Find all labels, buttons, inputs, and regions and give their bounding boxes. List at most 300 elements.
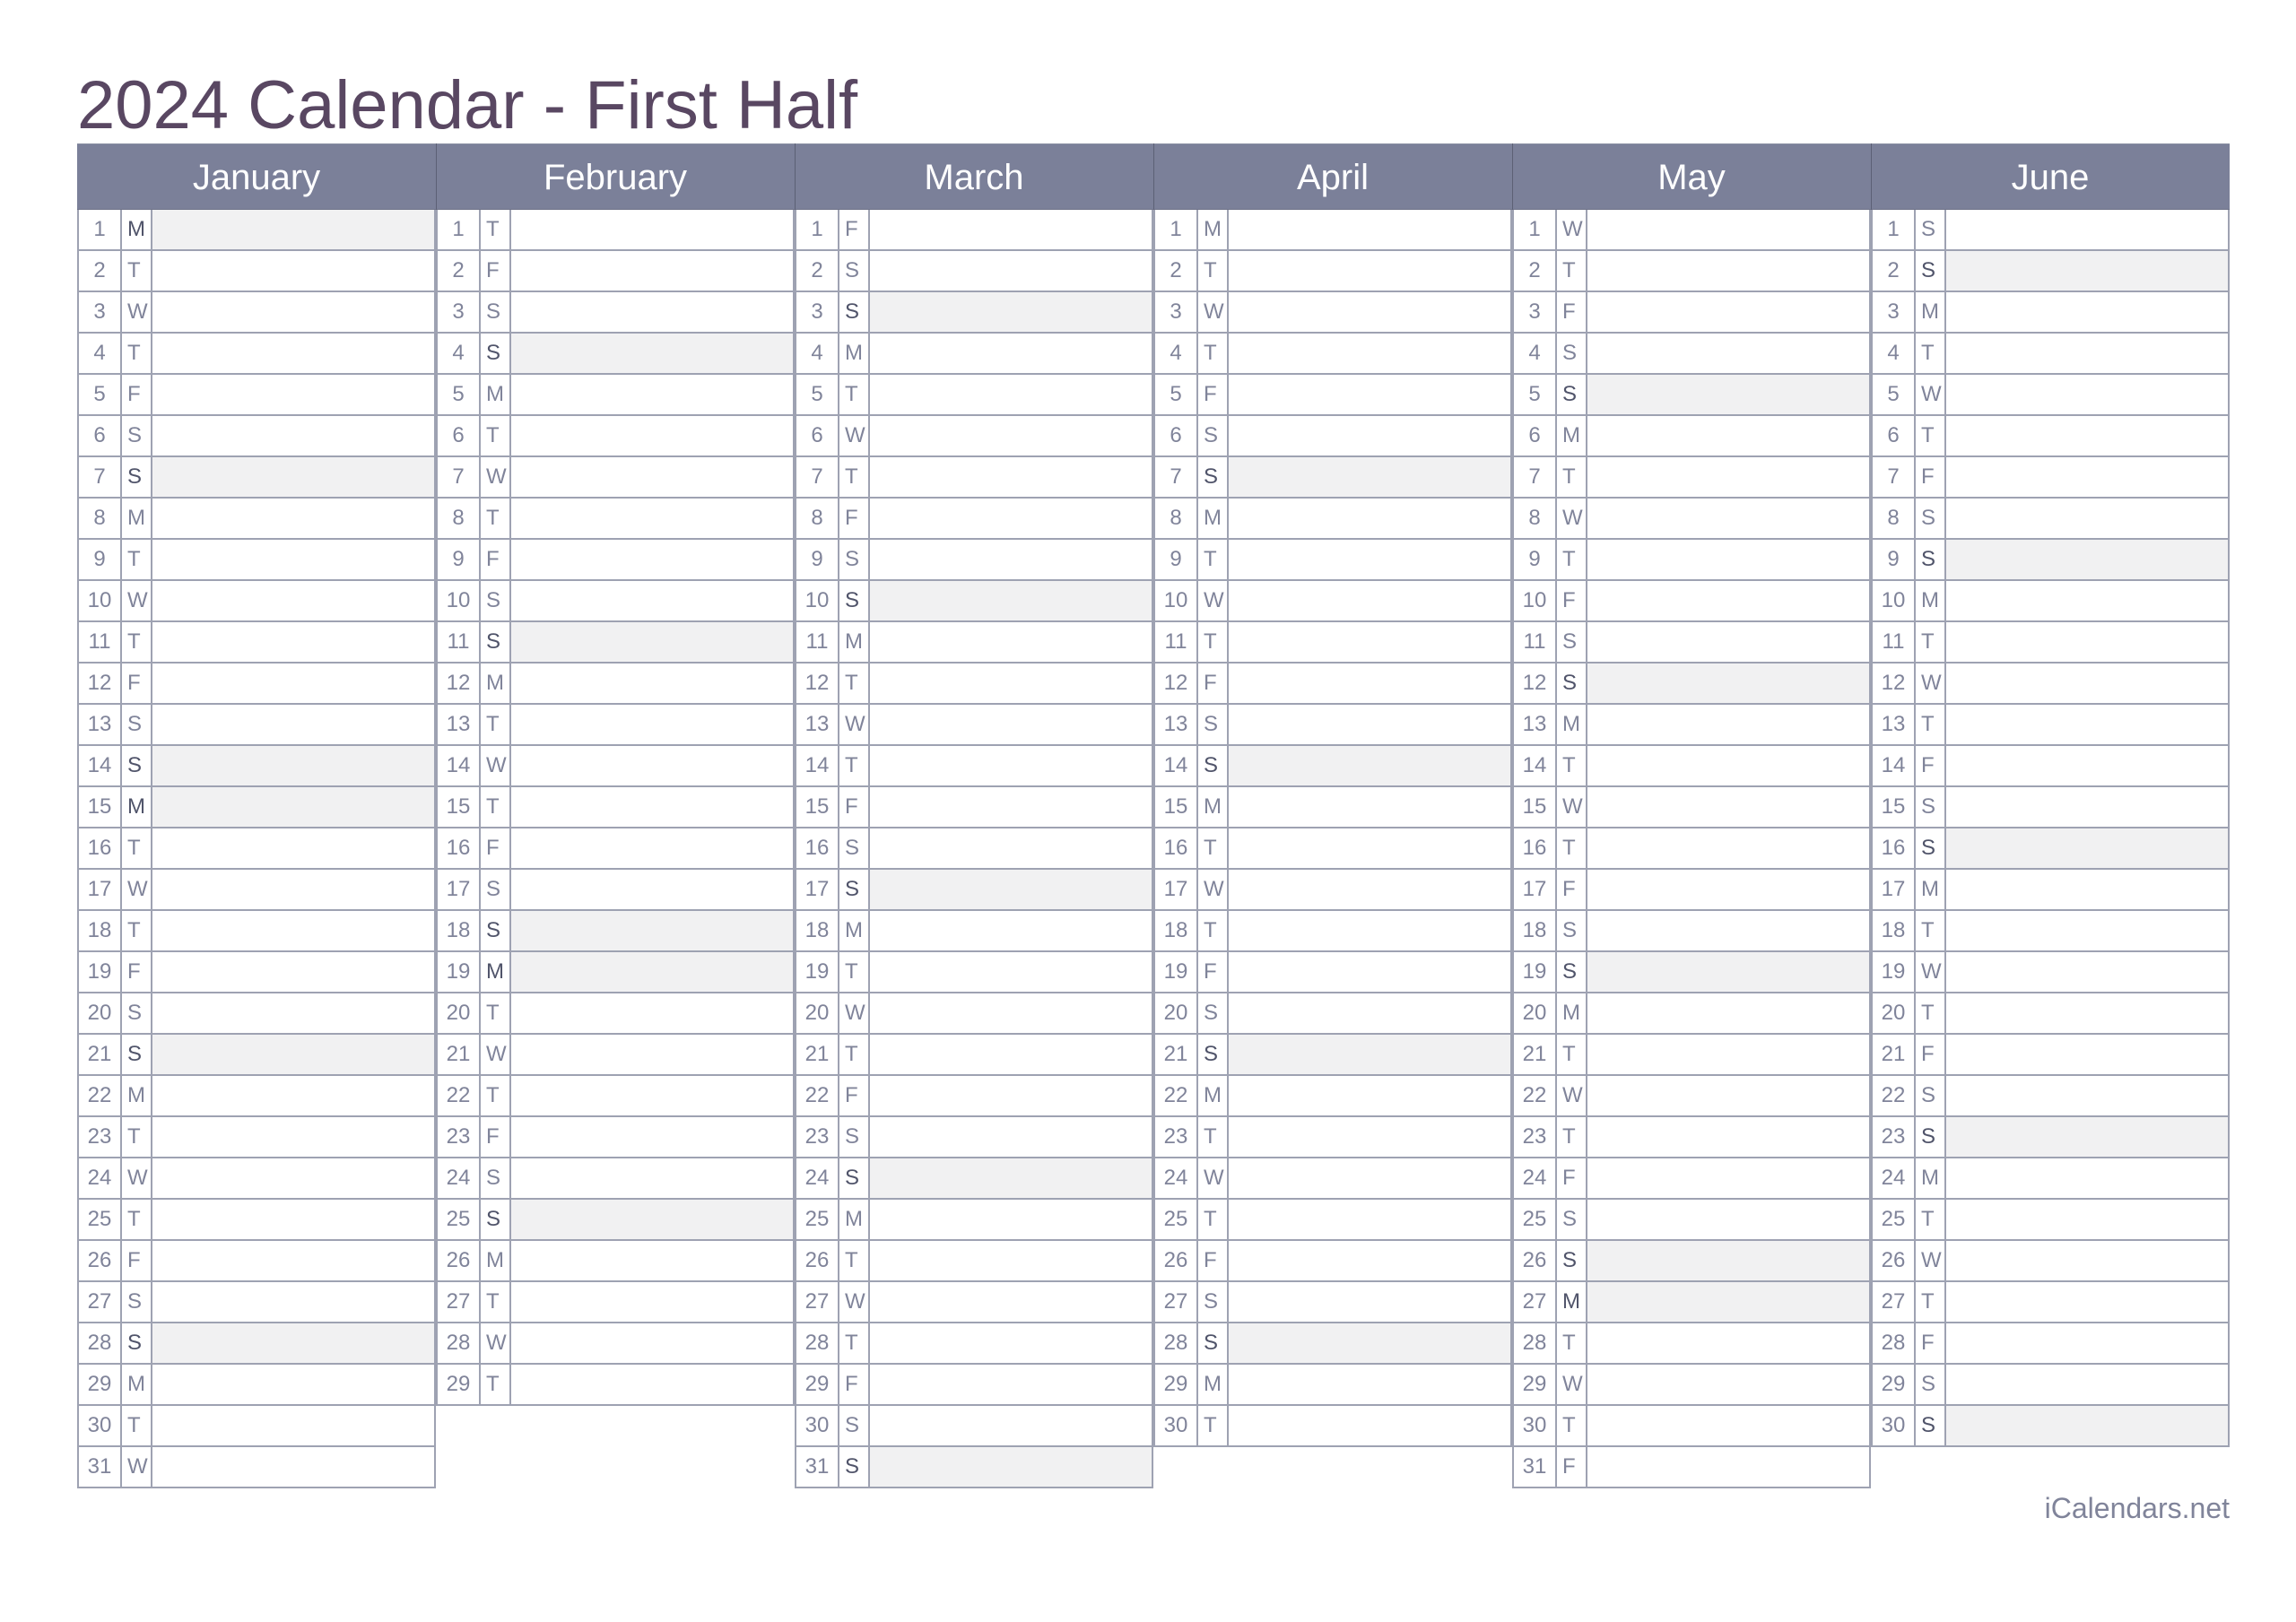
day-row (1153, 870, 1512, 911)
day-row (795, 499, 1153, 540)
day-number: 28 (796, 1323, 839, 1363)
day-note-cell (511, 622, 793, 662)
day-number: 3 (79, 292, 122, 332)
weekday-letter: T (481, 1365, 511, 1404)
day-number: 27 (796, 1282, 839, 1322)
day-number: 12 (1514, 664, 1557, 703)
day-note-cell (1946, 581, 2228, 620)
day-number: 26 (438, 1241, 481, 1280)
day-note-cell (870, 1447, 1152, 1487)
day-number: 18 (79, 911, 122, 950)
day-row (795, 1035, 1153, 1076)
day-row (1512, 705, 1871, 746)
day-number: 1 (796, 210, 839, 249)
day-number: 2 (1155, 251, 1198, 291)
day-number: 21 (438, 1035, 481, 1074)
month-column-january (77, 143, 436, 1479)
day-number: 2 (796, 251, 839, 291)
weekday-letter: S (839, 1406, 870, 1445)
day-number: 13 (79, 705, 122, 744)
day-number: 24 (438, 1158, 481, 1198)
day-number: 10 (79, 581, 122, 620)
weekday-letter: W (481, 1323, 511, 1363)
day-number: 9 (438, 540, 481, 579)
day-note-cell (1229, 622, 1510, 662)
day-row (436, 1282, 795, 1323)
day-number: 20 (796, 993, 839, 1033)
day-number: 19 (796, 952, 839, 992)
day-note-cell (1587, 664, 1869, 703)
day-number: 16 (79, 828, 122, 868)
day-number: 28 (1514, 1323, 1557, 1363)
weekday-letter: W (122, 292, 152, 332)
day-number: 7 (438, 457, 481, 497)
day-number: 23 (1514, 1117, 1557, 1157)
day-number: 13 (1873, 705, 1916, 744)
day-note-cell (152, 870, 434, 909)
day-number: 21 (79, 1035, 122, 1074)
day-row (1153, 952, 1512, 993)
day-number: 16 (1514, 828, 1557, 868)
day-number: 28 (1873, 1323, 1916, 1363)
day-number: 7 (1873, 457, 1916, 497)
weekday-letter: W (839, 416, 870, 455)
weekday-letter: W (1557, 210, 1587, 249)
day-number: 24 (1514, 1158, 1557, 1198)
day-row (1512, 334, 1871, 375)
weekday-letter: F (839, 1365, 870, 1404)
weekday-letter: W (1916, 952, 1946, 992)
day-note-cell (511, 334, 793, 373)
day-note-cell (1946, 1076, 2228, 1115)
day-note-cell (1229, 499, 1510, 538)
day-note-cell (870, 210, 1152, 249)
day-row (1153, 911, 1512, 952)
day-number: 6 (1514, 416, 1557, 455)
day-note-cell (1946, 1323, 2228, 1363)
weekday-letter: S (122, 746, 152, 785)
day-row (1871, 581, 2230, 622)
day-note-cell (152, 1200, 434, 1239)
day-note-cell (1946, 210, 2228, 249)
day-number: 24 (79, 1158, 122, 1198)
day-row (77, 828, 436, 870)
day-note-cell (1229, 1365, 1510, 1404)
day-number: 19 (1873, 952, 1916, 992)
day-note-cell (1587, 210, 1869, 249)
day-row (1871, 1117, 2230, 1158)
day-row (1871, 334, 2230, 375)
day-note-cell (1946, 911, 2228, 950)
day-note-cell (1587, 1406, 1869, 1445)
day-row (77, 581, 436, 622)
weekday-letter: F (839, 787, 870, 827)
day-row (1153, 210, 1512, 251)
weekday-letter: S (839, 581, 870, 620)
day-row (1153, 581, 1512, 622)
day-note-cell (1587, 1117, 1869, 1157)
day-note-cell (870, 292, 1152, 332)
weekday-letter: S (1557, 952, 1587, 992)
day-row (1871, 828, 2230, 870)
day-row (436, 1365, 795, 1406)
day-note-cell (1946, 334, 2228, 373)
day-row (77, 292, 436, 334)
weekday-letter: S (1198, 1323, 1229, 1363)
day-row (436, 1117, 795, 1158)
weekday-letter: S (1557, 334, 1587, 373)
day-row (1153, 746, 1512, 787)
weekday-letter: T (122, 622, 152, 662)
day-number: 3 (1873, 292, 1916, 332)
day-row (1153, 1158, 1512, 1200)
day-number: 17 (796, 870, 839, 909)
day-row (1153, 540, 1512, 581)
day-row (1153, 828, 1512, 870)
day-number: 20 (1514, 993, 1557, 1033)
day-number: 16 (438, 828, 481, 868)
weekday-letter: F (1557, 1158, 1587, 1198)
weekday-letter: S (481, 1200, 511, 1239)
day-number: 26 (796, 1241, 839, 1280)
day-number: 11 (1873, 622, 1916, 662)
day-note-cell (1229, 375, 1510, 414)
weekday-letter: F (1557, 870, 1587, 909)
day-note-cell (1946, 1117, 2228, 1157)
day-note-cell (511, 1323, 793, 1363)
day-note-cell (1946, 1365, 2228, 1404)
weekday-letter: S (481, 334, 511, 373)
day-row (1512, 581, 1871, 622)
weekday-letter: W (1557, 1365, 1587, 1404)
day-number: 6 (796, 416, 839, 455)
day-note-cell (511, 375, 793, 414)
day-row (1871, 251, 2230, 292)
month-column-march (795, 143, 1153, 1479)
weekday-letter: M (481, 1241, 511, 1280)
day-note-cell (1587, 787, 1869, 827)
day-row (1871, 787, 2230, 828)
day-number: 20 (1155, 993, 1198, 1033)
day-note-cell (152, 334, 434, 373)
day-row (1871, 911, 2230, 952)
weekday-letter: S (122, 1323, 152, 1363)
day-note-cell (870, 1035, 1152, 1074)
day-note-cell (1229, 664, 1510, 703)
weekday-letter: S (839, 1447, 870, 1487)
month-column-april (1153, 143, 1512, 1437)
weekday-letter: M (481, 952, 511, 992)
day-number: 26 (1155, 1241, 1198, 1280)
day-number: 14 (1514, 746, 1557, 785)
day-number: 24 (796, 1158, 839, 1198)
day-number: 28 (438, 1323, 481, 1363)
day-row (77, 705, 436, 746)
day-note-cell (1229, 210, 1510, 249)
day-note-cell (870, 499, 1152, 538)
day-row (1153, 664, 1512, 705)
weekday-letter: T (481, 210, 511, 249)
day-number: 7 (1155, 457, 1198, 497)
day-row (436, 870, 795, 911)
weekday-letter: M (122, 787, 152, 827)
weekday-letter: M (1557, 993, 1587, 1033)
day-number: 31 (79, 1447, 122, 1487)
day-note-cell (1946, 457, 2228, 497)
day-row (1153, 1241, 1512, 1282)
day-note-cell (1587, 1241, 1869, 1280)
day-note-cell (1946, 664, 2228, 703)
day-note-cell (870, 1282, 1152, 1322)
day-number: 11 (438, 622, 481, 662)
day-note-cell (870, 540, 1152, 579)
day-note-cell (1946, 787, 2228, 827)
day-row (1871, 1282, 2230, 1323)
day-row (795, 746, 1153, 787)
day-note-cell (511, 416, 793, 455)
weekday-letter: M (839, 622, 870, 662)
weekday-letter: F (1557, 581, 1587, 620)
day-row (77, 1323, 436, 1365)
weekday-letter: T (1557, 828, 1587, 868)
weekday-letter: M (1557, 705, 1587, 744)
day-row (1512, 540, 1871, 581)
calendar-grid (77, 143, 2230, 1488)
day-row (795, 540, 1153, 581)
day-number: 2 (79, 251, 122, 291)
weekday-letter: S (122, 1035, 152, 1074)
weekday-letter: S (1916, 1406, 1946, 1445)
day-number: 22 (1155, 1076, 1198, 1115)
day-row (1153, 251, 1512, 292)
day-row (77, 1158, 436, 1200)
day-number: 18 (796, 911, 839, 950)
day-number: 15 (79, 787, 122, 827)
day-row (1512, 499, 1871, 540)
day-row (1512, 746, 1871, 787)
day-note-cell (1229, 1158, 1510, 1198)
weekday-letter: S (122, 416, 152, 455)
weekday-letter: F (122, 1241, 152, 1280)
weekday-letter: F (839, 499, 870, 538)
day-row (795, 210, 1153, 251)
footer-brand: iCalendars.net (2044, 1492, 2230, 1524)
day-note-cell (870, 664, 1152, 703)
month-column-february (436, 143, 795, 1396)
day-note-cell (870, 911, 1152, 950)
weekday-letter: S (1916, 1076, 1946, 1115)
day-row (1512, 622, 1871, 664)
day-number: 15 (1873, 787, 1916, 827)
page-title: 2024 Calendar - First Half (77, 67, 858, 143)
day-row (1871, 1158, 2230, 1200)
day-number: 10 (1155, 581, 1198, 620)
day-note-cell (152, 952, 434, 992)
day-number: 27 (79, 1282, 122, 1322)
day-number: 11 (1155, 622, 1198, 662)
weekday-letter: S (1916, 1365, 1946, 1404)
day-row (436, 499, 795, 540)
day-row (795, 334, 1153, 375)
day-row (436, 993, 795, 1035)
header-separator (795, 143, 796, 210)
day-note-cell (1946, 416, 2228, 455)
day-note-cell (1587, 1447, 1869, 1487)
day-note-cell (1587, 746, 1869, 785)
day-note-cell (1946, 540, 2228, 579)
weekday-letter: S (1557, 911, 1587, 950)
day-row (795, 1406, 1153, 1447)
day-number: 15 (796, 787, 839, 827)
weekday-letter: T (839, 952, 870, 992)
day-note-cell (870, 1406, 1152, 1445)
day-note-cell (511, 828, 793, 868)
day-note-cell (1587, 993, 1869, 1033)
weekday-letter: F (122, 952, 152, 992)
day-number: 11 (1514, 622, 1557, 662)
day-note-cell (1229, 457, 1510, 497)
day-number: 4 (438, 334, 481, 373)
day-note-cell (1229, 952, 1510, 992)
weekday-letter: M (1557, 1282, 1587, 1322)
day-number: 18 (1155, 911, 1198, 950)
day-row (77, 1447, 436, 1488)
day-note-cell (152, 1158, 434, 1198)
day-note-cell (152, 787, 434, 827)
day-row (1512, 787, 1871, 828)
weekday-letter: T (839, 375, 870, 414)
weekday-letter: F (1198, 664, 1229, 703)
day-number: 1 (79, 210, 122, 249)
weekday-letter: M (1198, 787, 1229, 827)
weekday-letter: S (1198, 1035, 1229, 1074)
day-note-cell (1229, 292, 1510, 332)
day-row (1871, 746, 2230, 787)
day-number: 7 (79, 457, 122, 497)
day-note-cell (1229, 746, 1510, 785)
day-number: 15 (1514, 787, 1557, 827)
weekday-letter: S (481, 870, 511, 909)
weekday-letter: W (1557, 1076, 1587, 1115)
day-row (77, 375, 436, 416)
day-note-cell (511, 1158, 793, 1198)
weekday-letter: W (1198, 292, 1229, 332)
day-row (77, 210, 436, 251)
day-row (77, 1241, 436, 1282)
day-row (436, 911, 795, 952)
weekday-letter: T (1557, 251, 1587, 291)
day-note-cell (1946, 499, 2228, 538)
day-number: 19 (1514, 952, 1557, 992)
day-number: 10 (1873, 581, 1916, 620)
day-row (795, 457, 1153, 499)
day-row (1153, 1323, 1512, 1365)
month-column-may (1512, 143, 1871, 1479)
day-note-cell (1229, 1035, 1510, 1074)
day-number: 8 (438, 499, 481, 538)
day-row (1871, 1200, 2230, 1241)
weekday-letter: T (1198, 1117, 1229, 1157)
day-number: 3 (438, 292, 481, 332)
day-note-cell (1587, 952, 1869, 992)
day-number: 12 (79, 664, 122, 703)
day-number: 9 (1155, 540, 1198, 579)
day-number: 5 (1514, 375, 1557, 414)
day-row (1871, 870, 2230, 911)
weekday-letter: T (1198, 334, 1229, 373)
day-number: 25 (438, 1200, 481, 1239)
day-row (77, 746, 436, 787)
day-row (1512, 1241, 1871, 1282)
day-row (795, 828, 1153, 870)
weekday-letter: M (481, 375, 511, 414)
day-note-cell (1946, 1241, 2228, 1280)
month-column-june (1871, 143, 2230, 1437)
weekday-letter: T (122, 1406, 152, 1445)
month-header: February (436, 143, 795, 210)
weekday-letter: T (122, 1117, 152, 1157)
day-number: 3 (1155, 292, 1198, 332)
weekday-letter: S (1916, 210, 1946, 249)
day-number: 25 (79, 1200, 122, 1239)
weekday-letter: M (1198, 1365, 1229, 1404)
day-note-cell (1229, 1076, 1510, 1115)
weekday-letter: S (1198, 746, 1229, 785)
day-note-cell (870, 334, 1152, 373)
day-row (1871, 952, 2230, 993)
day-note-cell (1587, 292, 1869, 332)
weekday-letter: T (1916, 993, 1946, 1033)
day-number: 21 (1155, 1035, 1198, 1074)
day-number: 9 (79, 540, 122, 579)
day-number: 13 (1514, 705, 1557, 744)
weekday-letter: S (1198, 993, 1229, 1033)
day-number: 6 (1873, 416, 1916, 455)
day-number: 27 (438, 1282, 481, 1322)
day-row (77, 334, 436, 375)
weekday-letter: T (122, 828, 152, 868)
day-number: 19 (438, 952, 481, 992)
weekday-letter: S (1916, 828, 1946, 868)
day-number: 23 (796, 1117, 839, 1157)
day-row (795, 993, 1153, 1035)
day-row (1512, 375, 1871, 416)
weekday-letter: T (1916, 622, 1946, 662)
weekday-letter: T (1557, 746, 1587, 785)
day-number: 25 (1514, 1200, 1557, 1239)
day-row (1512, 870, 1871, 911)
day-row (77, 1365, 436, 1406)
day-row (1512, 251, 1871, 292)
day-note-cell (870, 1241, 1152, 1280)
day-number: 4 (79, 334, 122, 373)
day-row (1871, 499, 2230, 540)
day-row (77, 664, 436, 705)
day-note-cell (1946, 828, 2228, 868)
weekday-letter: M (1916, 292, 1946, 332)
day-row (1512, 1117, 1871, 1158)
weekday-letter: F (1916, 746, 1946, 785)
day-note-cell (870, 251, 1152, 291)
day-row (436, 375, 795, 416)
day-row (1512, 952, 1871, 993)
day-row (436, 251, 795, 292)
day-number: 30 (796, 1406, 839, 1445)
weekday-letter: S (122, 1282, 152, 1322)
day-row (1153, 334, 1512, 375)
weekday-letter: F (1198, 375, 1229, 414)
month-header: March (795, 143, 1153, 210)
